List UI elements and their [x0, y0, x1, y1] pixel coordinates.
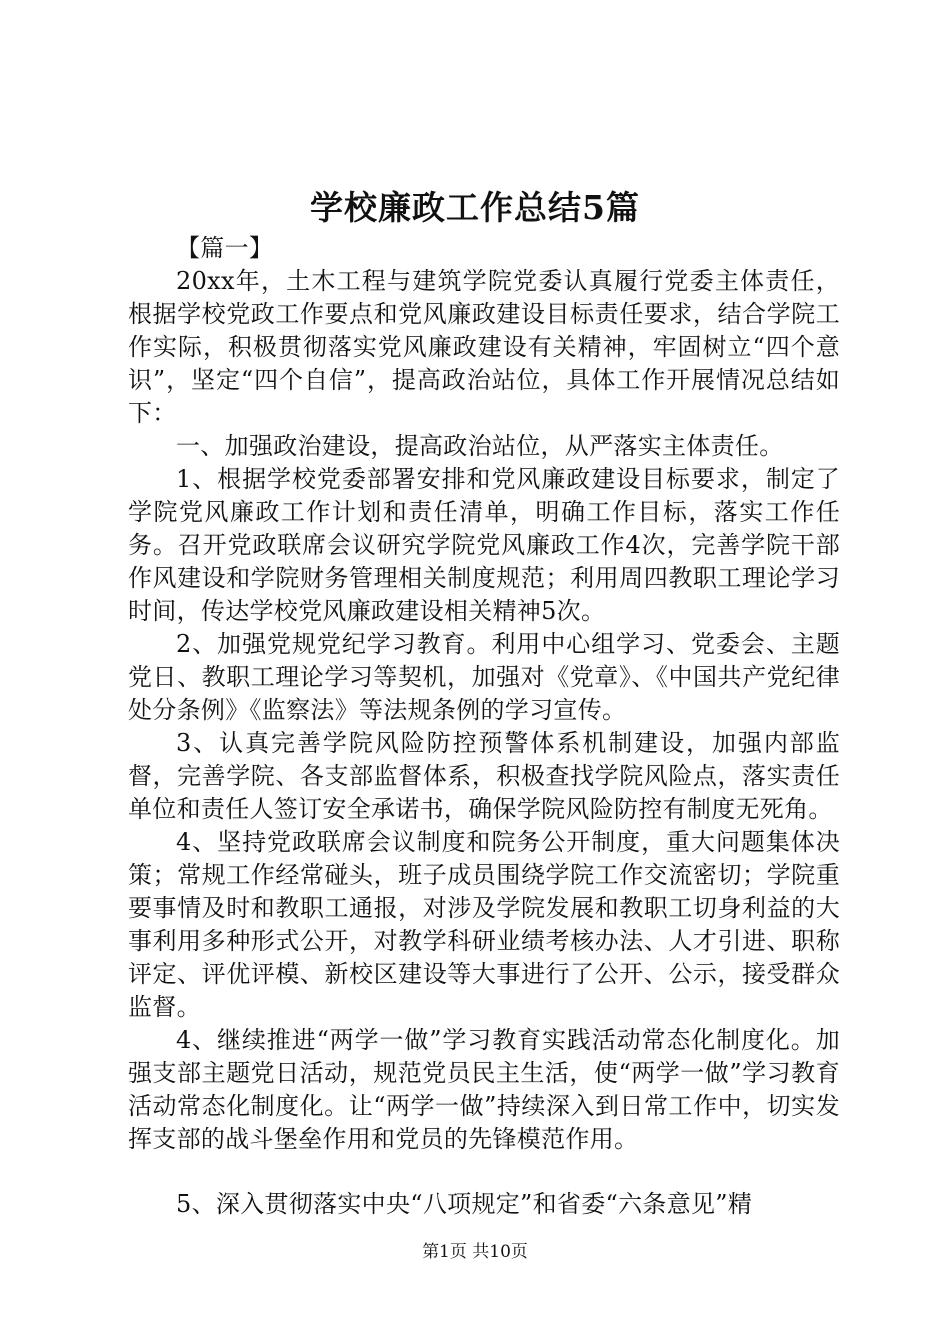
document-body: [128, 232, 840, 1221]
paragraph-item-3: 3、认真完善学院风险防控预警体系机制建设，加强内部监督，完善学院、各支部监督体系，积极查找学院风险点，落实责任单位和责任人签订安全承诺书，确保学院风险防控有制度无死角。: [128, 729, 840, 823]
paragraph-item-2: 2、加强党规党纪学习教育。利用中心组学习、党委会、主题党日、教职工理论学习等契机，加强对《党章》、《中国共产党纪律处分条例》《监察法》等法规条例的学习宣传。: [128, 630, 840, 724]
paragraph-item-4b: 4、继续推进“两学一做”学习教育实践活动常态化制度化。加强支部主题党日活动，规范党员民主生活，使“两学一做”学习教育活动常态化制度化。让“两学一做”持续深入到日常工作中，切实发挥支部的战斗堡垒作用和党员的先锋模范作用。: [128, 1026, 840, 1153]
page-footer: 第1页 共10页: [422, 1242, 528, 1262]
paragraph-intro: 20xx年，土木工程与建筑学院党委认真履行党委主体责任，根据学校党政工作要点和党风廉政建设目标责任要求，结合学院工作实际，积极贯彻落实党风廉政建设有关精神，牢固树立“四个意识”，坚定“四个自信”，提高政治站位，具体工作开展情况总结如下：: [128, 267, 840, 427]
paragraph-item-5: 5、深入贯彻落实中央“八项规定”和省委“六条意见”精: [176, 1190, 753, 1218]
paragraph-heading-1: 一、加强政治建设，提高政治站位，从严落实主体责任。: [176, 432, 784, 460]
section-label: 【篇一】: [176, 234, 274, 262]
document-title: 学校廉政工作总结5篇: [310, 188, 640, 227]
paragraph-item-4a: 4、坚持党政联席会议制度和院务公开制度，重大问题集体决策；常规工作经常碰头，班子成员围绕学院工作交流密切；学院重要事情及时和教职工通报，对涉及学院发展和教职工切身利益的大事利用多种形式公开，对教学科研业绩考核办法、人才引进、职称评定、评优评模、新校区建设等大事进行了公开、公示，接受群众监督。: [128, 828, 840, 1021]
paragraph-item-1: 1、根据学校党委部署安排和党风廉政建设目标要求，制定了学院党风廉政工作计划和责任清单，明确工作目标，落实工作任务。召开党政联席会议研究学院党风廉政工作4次，完善学院干部作风建设和学院财务管理相关制度规范；利用周四教职工理论学习时间，传达学校党风廉政建设相关精神5次。: [128, 465, 840, 625]
